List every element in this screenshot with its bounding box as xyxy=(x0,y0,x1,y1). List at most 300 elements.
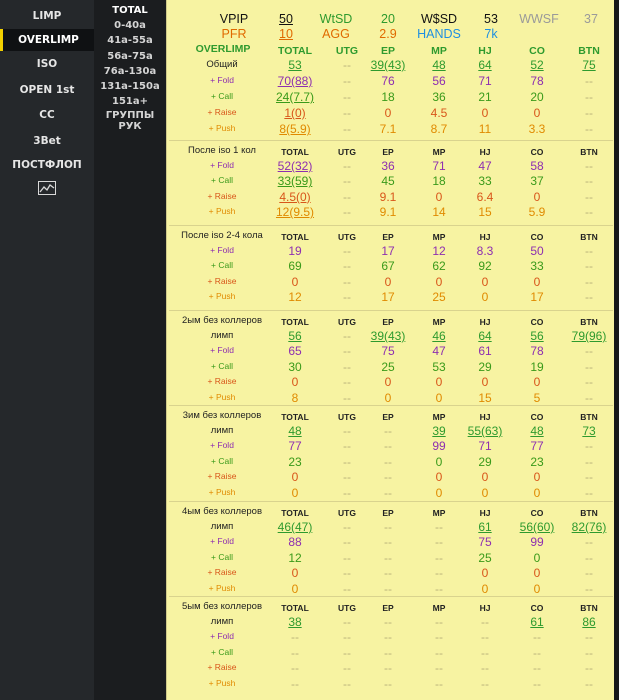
stat-cell-ep: 0 xyxy=(384,390,392,405)
stat-cell-total: 65 xyxy=(288,344,302,359)
stat-cell-mp: 53 xyxy=(432,359,446,374)
group-item-7[interactable]: ГРУППЫ РУК xyxy=(105,110,155,132)
row-label: Общий xyxy=(206,59,238,70)
stat-cell-utg: -- xyxy=(343,676,351,691)
section-title: 2ым без коллеров xyxy=(181,315,262,326)
col-header-mp: MP xyxy=(432,147,446,157)
stat-cell-total: 0 xyxy=(291,581,299,596)
stat-cell-btn: -- xyxy=(585,550,593,565)
stat-cell-utg: -- xyxy=(343,470,351,485)
stat-cell-total: 19 xyxy=(288,244,302,258)
stat-cell-total[interactable]: 53 xyxy=(288,58,302,72)
stat-cell-utg: -- xyxy=(343,174,351,189)
stat-cell-ep: 7.1 xyxy=(379,122,397,136)
stat-cell-btn: -- xyxy=(585,359,593,374)
stat-cell-total[interactable]: 56 xyxy=(288,329,302,343)
stat-cell-co: 3.3 xyxy=(528,122,546,136)
stat-cell-hj[interactable]: 61 xyxy=(478,520,492,534)
section-divider xyxy=(169,405,613,406)
col-header-ep: EP xyxy=(382,508,394,518)
col-header-mp: MP xyxy=(431,45,447,57)
stat-cell-mp: -- xyxy=(435,566,443,581)
col-header-total: TOTAL xyxy=(281,232,309,242)
stat-cell-hj: 29 xyxy=(478,454,492,469)
col-header-total: TOTAL xyxy=(281,412,309,422)
stat-cell-total: 69 xyxy=(288,259,302,274)
stat-cell-hj: -- xyxy=(481,615,489,629)
stat-cell-ep: -- xyxy=(384,566,392,581)
stat-cell-mp: 99 xyxy=(432,439,446,454)
col-header-total: TOTAL xyxy=(277,45,313,57)
stat-cell-co: 0 xyxy=(533,485,541,500)
stat-cell-co: 50 xyxy=(530,244,544,258)
nav-item-1[interactable]: OVERLIMP xyxy=(0,29,94,51)
stat-cell-btn: -- xyxy=(585,661,593,676)
stat-cell-ep: -- xyxy=(384,439,392,454)
section-title: 4ым без коллеров xyxy=(181,506,262,517)
hud-summary xyxy=(167,0,615,43)
stat-cell-hj: 0 xyxy=(481,485,489,500)
stat-cell-mp: 4.5 xyxy=(430,106,448,120)
stat-cell-ep: 67 xyxy=(381,259,395,274)
stat-cell-total[interactable]: 52(32) xyxy=(277,159,313,173)
stat-cell-total: -- xyxy=(291,645,299,660)
stat-cell-mp: 0 xyxy=(435,274,443,289)
stat-cell-ep: 0 xyxy=(384,274,392,289)
row-label: лимп xyxy=(210,521,234,532)
col-header-mp: MP xyxy=(432,232,446,242)
stat-cell-mp[interactable]: 48 xyxy=(432,58,446,72)
stat-cell-total: 12 xyxy=(288,290,302,305)
stat-cell-utg: -- xyxy=(343,90,351,104)
header-overlimp: OVERLIMP xyxy=(195,43,251,55)
stat-cell-ep: -- xyxy=(384,470,392,485)
stat-cell-btn: -- xyxy=(585,122,593,136)
section-title: После iso 1 кол xyxy=(188,145,256,156)
col-header-ep: EP xyxy=(382,317,394,327)
stat-cell-hj: 0 xyxy=(481,106,489,120)
stat-cell-total[interactable]: 46(47) xyxy=(277,520,313,534)
stat-cell-ep[interactable]: 39(43) xyxy=(370,329,406,343)
col-header-hj: HJ xyxy=(479,317,491,327)
stat-cell-ep: -- xyxy=(384,535,392,550)
section-divider xyxy=(169,225,613,226)
hud-value-wwsf: 37 xyxy=(584,12,598,26)
col-header-btn: BTN xyxy=(580,508,598,518)
stat-cell-utg: -- xyxy=(343,535,351,550)
stat-cell-hj: 0 xyxy=(481,470,489,485)
stat-cell-co[interactable]: 56 xyxy=(530,329,544,343)
stat-cell-btn[interactable]: 73 xyxy=(582,424,596,438)
stat-cell-total[interactable]: 24(7.7) xyxy=(275,90,315,104)
col-header-total: TOTAL xyxy=(281,147,309,157)
stat-cell-ep: -- xyxy=(384,520,392,534)
stat-cell-utg: -- xyxy=(343,615,351,629)
stat-cell-hj: 33 xyxy=(478,174,492,189)
stat-cell-btn[interactable]: 75 xyxy=(582,58,596,72)
row-label: + Raise xyxy=(207,376,237,387)
stat-cell-ep: 0 xyxy=(384,106,392,120)
stat-cell-total: -- xyxy=(291,676,299,691)
stat-cell-btn: -- xyxy=(585,566,593,581)
row-label: + Raise xyxy=(207,107,237,117)
hud-label-wtsd: WtSD xyxy=(319,12,353,26)
stat-cell-hj[interactable]: 55(63) xyxy=(467,424,503,438)
col-header-ep: EP xyxy=(382,232,394,242)
stat-cell-total[interactable]: 8(5.9) xyxy=(279,122,311,136)
stat-cell-mp: 56 xyxy=(432,74,446,88)
stat-cell-btn[interactable]: 86 xyxy=(582,615,596,629)
stat-cell-btn: -- xyxy=(585,645,593,660)
stat-cell-mp: -- xyxy=(435,535,443,550)
group-item-4[interactable]: 76a-130a xyxy=(103,66,157,77)
stat-cell-btn: -- xyxy=(585,205,593,220)
stat-cell-co: 5 xyxy=(533,390,541,405)
stat-cell-total[interactable]: 1(0) xyxy=(284,106,306,120)
col-header-btn: BTN xyxy=(580,603,598,613)
stat-cell-utg: -- xyxy=(343,189,351,204)
stat-cell-utg: -- xyxy=(343,424,351,438)
stat-cell-ep: 45 xyxy=(381,174,395,189)
stat-cell-utg: -- xyxy=(343,359,351,374)
stat-cell-hj: 71 xyxy=(478,439,492,454)
col-header-btn: BTN xyxy=(580,317,598,327)
stat-cell-btn: -- xyxy=(585,535,593,550)
nav-item-0[interactable]: LIMP xyxy=(32,10,62,22)
stat-cell-mp: -- xyxy=(435,550,443,565)
stat-cell-co[interactable]: 56(60) xyxy=(519,520,555,534)
section-divider xyxy=(169,501,613,502)
col-header-mp: MP xyxy=(432,317,446,327)
stat-cell-utg: -- xyxy=(343,259,351,274)
stat-cell-total: 88 xyxy=(288,535,302,550)
stat-cell-hj: 15 xyxy=(478,205,492,220)
stat-cell-btn: -- xyxy=(585,676,593,691)
stat-cell-total: 0 xyxy=(291,566,299,581)
stat-cell-mp: 0 xyxy=(435,454,443,469)
stats-panel xyxy=(166,0,615,700)
stat-cell-btn[interactable]: 79(96) xyxy=(571,329,607,343)
stat-cell-utg: -- xyxy=(343,566,351,581)
row-label: + Call xyxy=(211,260,233,271)
stat-cell-co: -- xyxy=(533,661,541,676)
stat-cell-hj: 71 xyxy=(478,74,492,88)
stat-cell-ep: -- xyxy=(384,661,392,676)
stat-cell-co: 23 xyxy=(530,454,544,469)
col-header-utg: UTG xyxy=(338,317,356,327)
col-header-co: CO xyxy=(529,45,545,57)
stat-cell-utg: -- xyxy=(343,274,351,289)
nav-item-3[interactable]: OPEN 1st xyxy=(19,84,75,96)
stat-cell-hj: 29 xyxy=(478,359,492,374)
stat-cell-co: 0 xyxy=(533,470,541,485)
row-label: + Call xyxy=(211,646,233,657)
stat-cell-hj: 61 xyxy=(478,344,492,359)
group-item-0[interactable]: TOTAL xyxy=(112,5,148,16)
row-label: + Call xyxy=(211,455,233,466)
scrollbar-track[interactable] xyxy=(614,0,619,700)
row-label: + Fold xyxy=(210,345,234,356)
section-title: После iso 2-4 кола xyxy=(181,230,263,241)
stat-cell-hj: 6.4 xyxy=(476,189,494,204)
stat-cell-utg: -- xyxy=(343,439,351,454)
stat-cell-hj: 11 xyxy=(478,122,492,136)
stat-cell-mp: -- xyxy=(435,676,443,691)
stat-cell-total[interactable]: 48 xyxy=(288,424,302,438)
stat-cell-utg: -- xyxy=(343,661,351,676)
stat-cell-total: 30 xyxy=(288,359,302,374)
stat-cell-utg: -- xyxy=(343,205,351,220)
stat-cell-mp: 12 xyxy=(432,244,446,258)
stat-cell-utg: -- xyxy=(343,485,351,500)
stat-cell-mp: 36 xyxy=(432,90,446,104)
stat-cell-co: 58 xyxy=(530,159,544,173)
stat-cell-total[interactable]: 38 xyxy=(288,615,302,629)
col-header-total: TOTAL xyxy=(281,317,309,327)
stat-cell-ep[interactable]: 39(43) xyxy=(370,58,406,72)
hud-value-wssd: 53 xyxy=(484,12,498,26)
row-label: + Raise xyxy=(207,567,237,578)
group-item-6[interactable]: 151a+ xyxy=(111,96,148,107)
hud-value-hands: 7k xyxy=(484,27,498,41)
stat-cell-hj: 75 xyxy=(478,535,492,550)
stat-cell-btn: -- xyxy=(585,106,593,120)
stat-cell-btn: -- xyxy=(585,290,593,305)
stat-cell-utg: -- xyxy=(343,122,351,136)
stat-cell-utg: -- xyxy=(343,290,351,305)
stat-cell-mp: 0 xyxy=(435,390,443,405)
stat-cell-total[interactable]: 33(59) xyxy=(277,174,313,189)
stat-cell-mp[interactable]: 46 xyxy=(432,329,446,343)
stat-cell-hj: 0 xyxy=(481,581,489,596)
stat-cell-hj: -- xyxy=(481,676,489,691)
stat-cell-total: 0 xyxy=(291,274,299,289)
stat-cell-utg: -- xyxy=(343,520,351,534)
stat-cell-co: 78 xyxy=(530,74,544,88)
stat-cell-ep: 25 xyxy=(381,359,395,374)
stat-cell-utg: -- xyxy=(343,645,351,660)
col-header-utg: UTG xyxy=(335,45,359,57)
stat-cell-hj: 0 xyxy=(481,566,489,581)
stat-cell-co: 0 xyxy=(533,566,541,581)
stat-cell-mp: 18 xyxy=(432,174,446,189)
stat-cell-ep: -- xyxy=(384,424,392,438)
stat-cell-ep: 36 xyxy=(381,159,395,173)
row-label: + Fold xyxy=(210,631,234,642)
group-item-2[interactable]: 41a-55a xyxy=(107,35,153,46)
stat-cell-total: 12 xyxy=(288,550,302,565)
stat-cell-btn: -- xyxy=(585,485,593,500)
stat-cell-hj: 47 xyxy=(478,159,492,173)
stat-cell-utg: -- xyxy=(343,454,351,469)
stat-cell-ep: 17 xyxy=(381,244,395,258)
stat-cell-ep: 0 xyxy=(384,375,392,390)
stat-cell-co[interactable]: 52 xyxy=(530,58,544,72)
stat-cell-btn: -- xyxy=(585,375,593,390)
stat-cell-utg: -- xyxy=(343,329,351,343)
stat-cell-utg: -- xyxy=(343,630,351,645)
stat-cell-btn: -- xyxy=(585,159,593,173)
stat-cell-mp: -- xyxy=(435,645,443,660)
col-header-btn: BTN xyxy=(578,45,600,57)
hud-value-pfr[interactable]: 10 xyxy=(279,27,293,41)
col-header-utg: UTG xyxy=(338,412,356,422)
stat-cell-co: 17 xyxy=(530,290,544,305)
hud-label-wssd: W$SD xyxy=(420,12,458,26)
col-header-ep: EP xyxy=(380,45,395,57)
row-label: + Fold xyxy=(210,536,234,547)
row-label: + Raise xyxy=(207,190,237,201)
stat-cell-hj: 25 xyxy=(478,550,492,565)
stat-cell-btn[interactable]: 82(76) xyxy=(571,520,607,534)
section-title: 3им без коллеров xyxy=(182,410,262,421)
stat-cell-mp: 8.7 xyxy=(430,122,448,136)
stat-cell-mp[interactable]: 39 xyxy=(432,424,446,438)
stat-cell-total[interactable]: 12(9.5) xyxy=(275,205,315,220)
stat-cell-mp: -- xyxy=(435,520,443,534)
stat-cell-co: -- xyxy=(533,676,541,691)
stat-cell-ep: -- xyxy=(384,454,392,469)
row-label: + Fold xyxy=(210,160,234,170)
stat-cell-total: 0 xyxy=(291,375,299,390)
section-divider xyxy=(169,310,613,311)
stat-cell-co: 20 xyxy=(530,90,544,104)
stat-cell-ep: -- xyxy=(384,485,392,500)
stat-cell-btn: -- xyxy=(585,630,593,645)
stat-cell-hj: 8.3 xyxy=(476,244,494,258)
col-header-co: CO xyxy=(530,317,544,327)
stat-cell-utg: -- xyxy=(343,550,351,565)
stat-cell-co[interactable]: 48 xyxy=(530,424,544,438)
stat-cell-mp: -- xyxy=(435,630,443,645)
stat-cell-mp: 71 xyxy=(432,159,446,173)
stat-cell-ep: 9.1 xyxy=(379,205,397,220)
stat-cell-co: 77 xyxy=(530,439,544,454)
hud-value-vpip[interactable]: 50 xyxy=(279,12,293,26)
stat-cell-btn: -- xyxy=(585,439,593,454)
stat-cell-utg: -- xyxy=(343,159,351,173)
col-header-co: CO xyxy=(530,412,544,422)
stat-cell-hj: -- xyxy=(481,630,489,645)
stat-cell-ep: -- xyxy=(384,645,392,660)
stat-cell-ep: -- xyxy=(384,581,392,596)
stat-cell-co: 5.9 xyxy=(528,205,546,220)
stat-cell-co: 0 xyxy=(533,106,541,120)
stat-cell-ep: 17 xyxy=(381,290,395,305)
stat-cell-total[interactable]: 70(88) xyxy=(277,74,313,88)
row-label: + Raise xyxy=(207,275,237,286)
row-label: лимп xyxy=(210,616,234,627)
stat-cell-mp: 62 xyxy=(432,259,446,274)
stat-cell-btn: -- xyxy=(585,470,593,485)
col-header-co: CO xyxy=(530,232,544,242)
stat-cell-hj: 0 xyxy=(481,274,489,289)
nav-item-5[interactable]: 3Bet xyxy=(33,135,61,147)
row-label: + Push xyxy=(208,291,236,302)
stat-cell-hj: 21 xyxy=(478,90,492,104)
stat-cell-ep: -- xyxy=(384,615,392,629)
stat-cell-btn: -- xyxy=(585,174,593,189)
row-label: + Fold xyxy=(210,440,234,451)
hud-label-pfr: PFR xyxy=(221,27,247,41)
row-label: + Push xyxy=(208,123,236,133)
stat-cell-mp: 14 xyxy=(432,205,446,220)
nav-item-6[interactable]: ПОСТФЛОП xyxy=(12,159,82,171)
chart-icon[interactable] xyxy=(38,180,56,194)
row-label: + Fold xyxy=(210,75,234,85)
stat-cell-utg: -- xyxy=(343,58,351,72)
group-item-5[interactable]: 131a-150a xyxy=(100,81,160,92)
col-header-ep: EP xyxy=(382,412,394,422)
stat-cell-co: 0 xyxy=(533,189,541,204)
row-label: + Push xyxy=(208,582,236,593)
stat-cell-btn: -- xyxy=(585,74,593,88)
section-divider xyxy=(169,140,613,141)
stat-cell-co: 0 xyxy=(533,274,541,289)
main-nav xyxy=(0,0,94,700)
stat-cell-total: 0 xyxy=(291,470,299,485)
col-header-hj: HJ xyxy=(479,412,491,422)
section-title: 5ым без коллеров xyxy=(181,601,262,612)
row-label: + Push xyxy=(208,206,236,217)
stat-cell-co: 19 xyxy=(530,359,544,374)
stat-cell-co: 37 xyxy=(530,174,544,189)
stat-cell-co[interactable]: 61 xyxy=(530,615,544,629)
stat-cell-co: 78 xyxy=(530,344,544,359)
stat-cell-mp: 25 xyxy=(432,290,446,305)
group-item-1[interactable]: 0-40a xyxy=(114,20,146,31)
stat-cell-ep: 9.1 xyxy=(379,189,397,204)
col-header-utg: UTG xyxy=(338,232,356,242)
hud-label-hands: HANDS xyxy=(417,27,461,41)
stat-cell-ep: -- xyxy=(384,630,392,645)
stat-cell-utg: -- xyxy=(343,581,351,596)
stat-cell-total[interactable]: 4.5(0) xyxy=(279,189,311,204)
stat-cell-co: -- xyxy=(533,630,541,645)
col-header-ep: EP xyxy=(382,147,394,157)
col-header-utg: UTG xyxy=(338,508,356,518)
stat-cell-btn: -- xyxy=(585,581,593,596)
stat-cell-ep: 75 xyxy=(381,344,395,359)
stat-cell-mp: -- xyxy=(435,581,443,596)
stat-cell-hj: 0 xyxy=(481,290,489,305)
stat-cell-co: 0 xyxy=(533,581,541,596)
nav-item-4[interactable]: CC xyxy=(39,109,55,121)
stat-cell-btn: -- xyxy=(585,454,593,469)
col-header-co: CO xyxy=(530,147,544,157)
hud-label-agg: AGG xyxy=(322,27,350,41)
stat-cell-ep: 18 xyxy=(381,90,395,104)
row-label: лимп xyxy=(210,425,234,436)
row-label: + Fold xyxy=(210,245,234,255)
stat-cell-co: 99 xyxy=(530,535,544,550)
stat-cell-hj: -- xyxy=(481,645,489,660)
col-header-btn: BTN xyxy=(580,412,598,422)
col-header-co: CO xyxy=(530,508,544,518)
stat-cell-mp: 0 xyxy=(435,375,443,390)
stat-cell-btn: -- xyxy=(585,259,593,274)
stat-cell-hj[interactable]: 64 xyxy=(478,329,492,343)
row-label: + Push xyxy=(208,486,236,497)
col-header-total: TOTAL xyxy=(281,603,309,613)
row-label: + Call xyxy=(211,91,233,101)
row-label: + Push xyxy=(208,391,236,402)
stat-cell-hj[interactable]: 64 xyxy=(478,58,492,72)
stat-cell-mp: 0 xyxy=(435,485,443,500)
nav-item-2[interactable]: ISO xyxy=(36,58,58,70)
stat-cell-utg: -- xyxy=(343,106,351,120)
group-item-3[interactable]: 56a-75a xyxy=(107,51,153,62)
